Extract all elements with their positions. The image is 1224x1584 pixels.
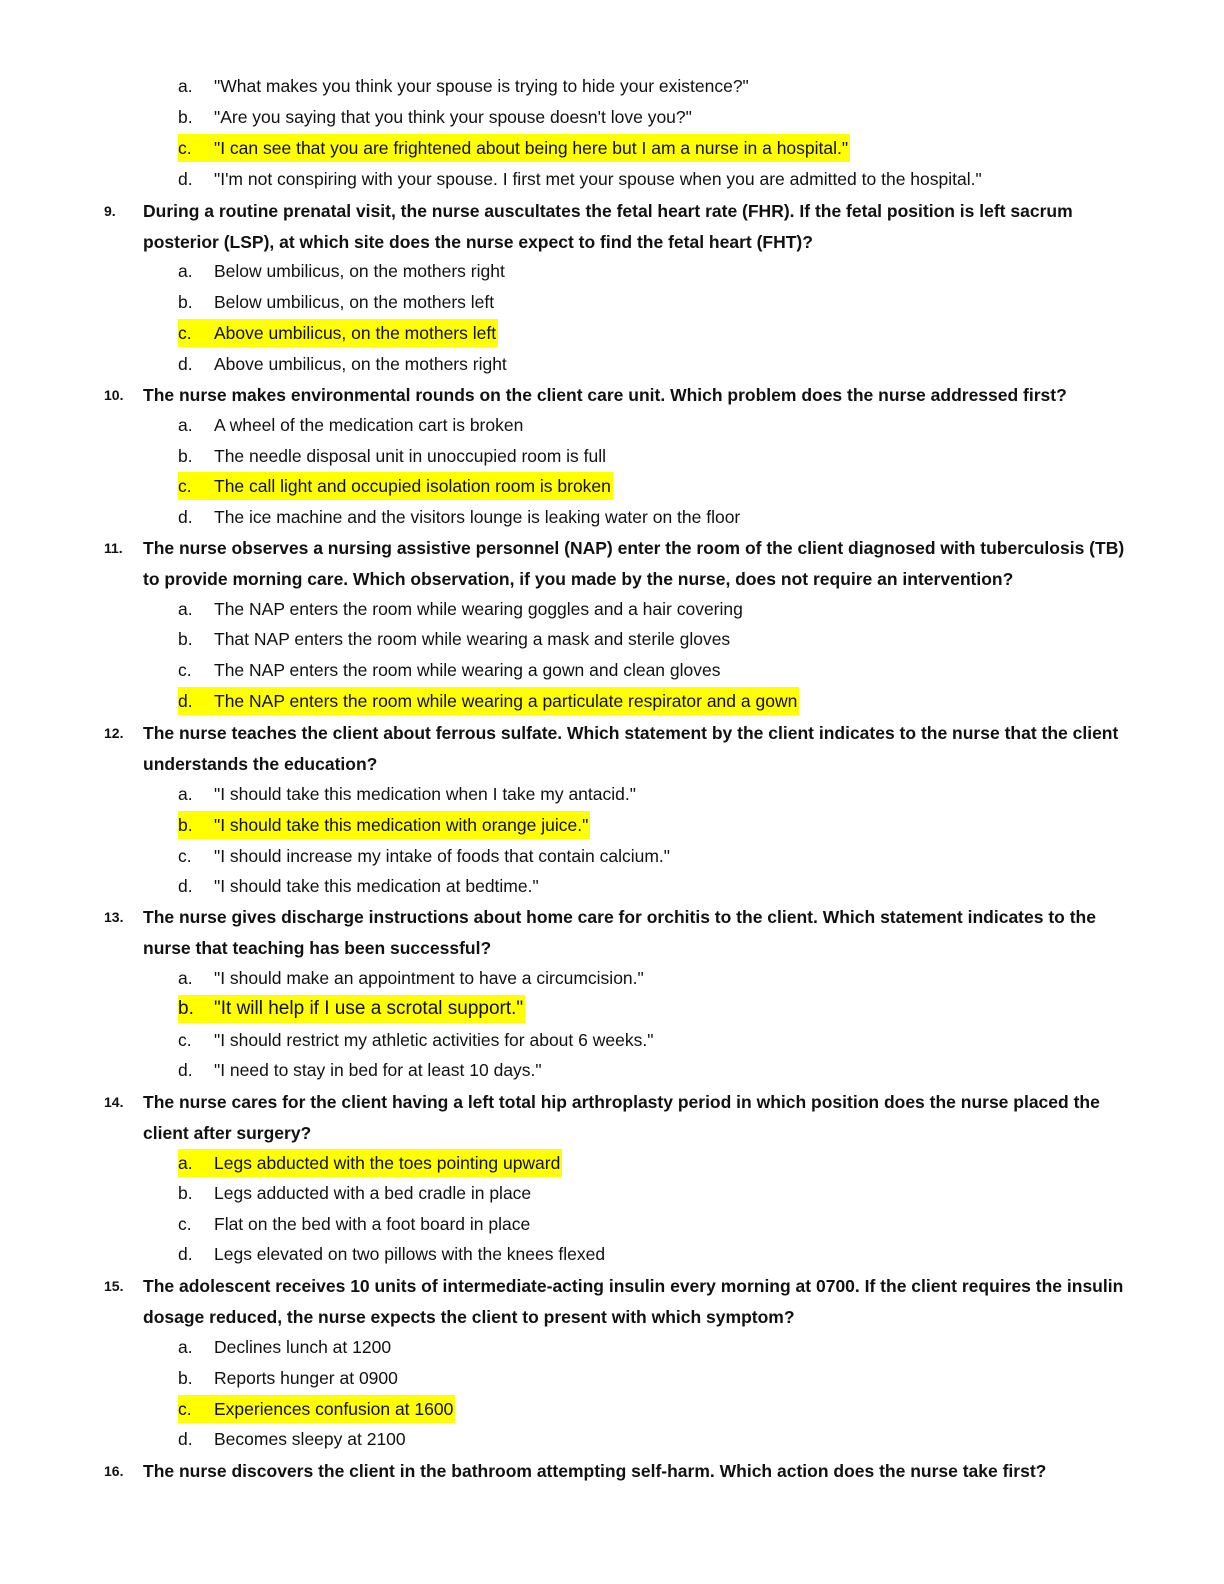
option-15b: b. Reports hunger at 0900 xyxy=(178,1368,398,1388)
option-9c-highlighted: c. Above umbilicus, on the mothers left xyxy=(178,319,498,347)
option-14d: d. Legs elevated on two pillows with the knees flexed xyxy=(178,1244,606,1264)
option-15d: d. Becomes sleepy at 2100 xyxy=(178,1429,406,1449)
option-14b: b. Legs adducted with a bed cradle in place xyxy=(178,1183,532,1203)
option-8c-highlighted: c. "I can see that you are frightened about being here but I am a nurse in a hospital." xyxy=(178,134,850,162)
option-11c: c. The NAP enters the room while wearing a gown and clean gloves xyxy=(178,660,721,680)
option-12b-highlighted: b. "I should take this medication with orange juice." xyxy=(178,811,590,839)
option-15c-highlighted: c. Experiences confusion at 1600 xyxy=(178,1395,455,1423)
question-12: 12. The nurse teaches the client about ferrous sulfate. Which statement by the client indicates to the nurse that the client understands the education? xyxy=(104,723,1119,774)
option-14a-highlighted: a. Legs abducted with the toes pointing upward xyxy=(178,1149,562,1177)
option-9b: b. Below umbilicus, on the mothers left xyxy=(178,292,495,312)
option-8b: b. "Are you saying that you think your spouse doesn't love you?" xyxy=(178,107,692,127)
question-15: 15. The adolescent receives 10 units of intermediate-acting insulin every morning at 0700. If the client requires the insulin dosage reduced, the nurse expects the client to present with which symptom? xyxy=(104,1276,1124,1327)
option-12a: a. "I should take this medication when I take my antacid." xyxy=(178,784,636,804)
option-12d: d. "I should take this medication at bedtime." xyxy=(178,876,539,896)
option-9a: a. Below umbilicus, on the mothers right xyxy=(178,261,505,281)
option-14c: c. Flat on the bed with a foot board in place xyxy=(178,1214,531,1234)
question-16: 16. The nurse discovers the client in the bathroom attempting self-harm. Which action does the nurse take first? xyxy=(104,1461,1047,1481)
option-9d: d. Above umbilicus, on the mothers right xyxy=(178,354,507,374)
question-11: 11. The nurse observes a nursing assistive personnel (NAP) enter the room of the client diagnosed with tuberculosis (TB) to provide morning care. Which observation, if you made by the nurse, does not require an intervention? xyxy=(104,538,1125,589)
option-8a: a. "What makes you think your spouse is trying to hide your existence?" xyxy=(178,76,749,96)
question-9: 9. During a routine prenatal visit, the nurse auscultates the fetal heart rate (FHR). If the fetal position is left sacrum posterior (LSP), at which site does the nurse expect to find the fetal heart (FHT)? xyxy=(104,201,1073,252)
option-10b: b. The needle disposal unit in unoccupied room is full xyxy=(178,446,607,466)
option-10d: d. The ice machine and the visitors lounge is leaking water on the floor xyxy=(178,507,741,527)
option-15a: a. Declines lunch at 1200 xyxy=(178,1337,392,1357)
option-11a: a. The NAP enters the room while wearing goggles and a hair covering xyxy=(178,599,743,619)
option-13b-highlighted: b. "It will help if I use a scrotal support." xyxy=(178,995,525,1023)
option-8d: d. "I'm not conspiring with your spouse. I first met your spouse when you are admitted to the hospital." xyxy=(178,169,982,189)
question-13: 13. The nurse gives discharge instructions about home care for orchitis to the client. Which statement indicates to the nurse that teaching has been successful? xyxy=(104,907,1096,958)
option-11b: b. That NAP enters the room while wearing a mask and sterile gloves xyxy=(178,629,731,649)
question-10: 10. The nurse makes environmental rounds on the client care unit. Which problem does the nurse addressed first? xyxy=(104,385,1067,405)
option-11d-highlighted: d. The NAP enters the room while wearing a particulate respirator and a gown xyxy=(178,687,799,715)
option-13c: c. "I should restrict my athletic activities for about 6 weeks." xyxy=(178,1030,654,1050)
option-12c: c. "I should increase my intake of foods that contain calcium." xyxy=(178,846,670,866)
question-14: 14. The nurse cares for the client having a left total hip arthroplasty period in which position does the nurse placed the client after surgery? xyxy=(104,1092,1100,1143)
option-13d: d. "I need to stay in bed for at least 10 days." xyxy=(178,1060,542,1080)
option-10a: a. A wheel of the medication cart is broken xyxy=(178,415,524,435)
option-13a: a. "I should make an appointment to have a circumcision." xyxy=(178,968,644,988)
option-10c-highlighted: c. The call light and occupied isolation room is broken xyxy=(178,472,613,500)
